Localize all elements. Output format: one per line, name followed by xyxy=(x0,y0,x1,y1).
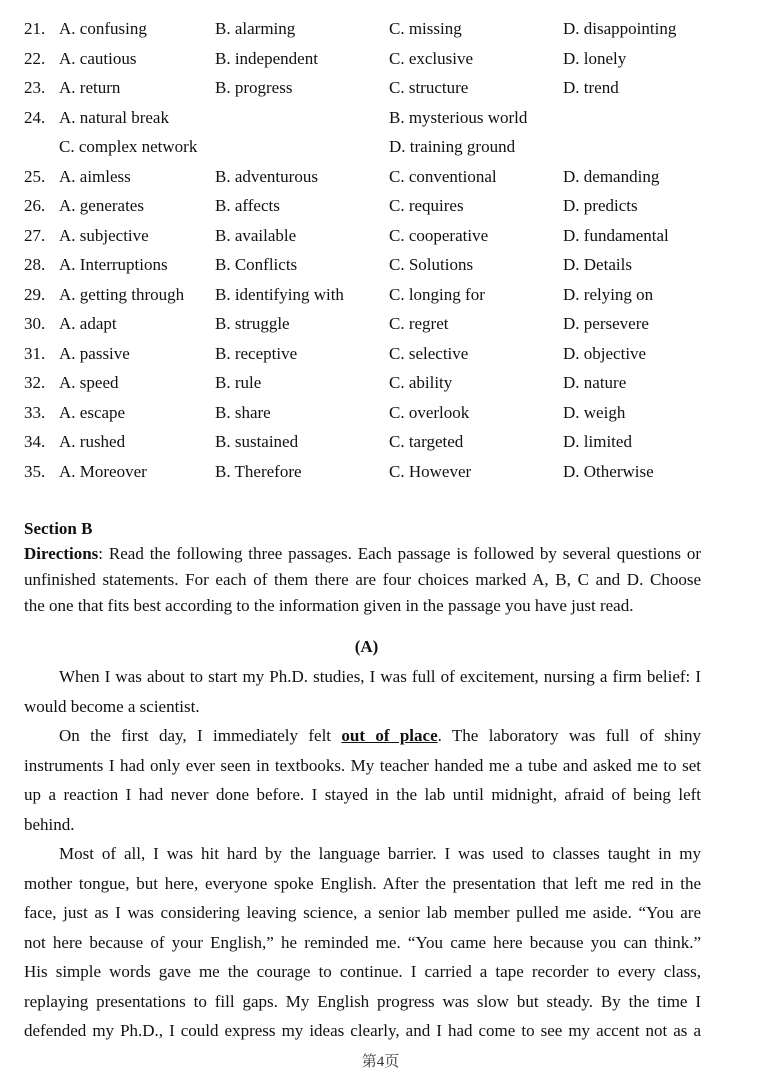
option-b: B. available xyxy=(215,225,297,245)
question-number: 35. xyxy=(24,461,46,481)
question-number: 25. xyxy=(24,166,46,186)
directions-line xyxy=(24,541,701,567)
option-row xyxy=(0,14,761,44)
option-row xyxy=(0,44,761,74)
option-a: A. subjective xyxy=(59,225,149,245)
option-row xyxy=(0,339,761,369)
option-a: A. speed xyxy=(59,373,119,392)
option-b: B. Conflicts xyxy=(215,255,298,274)
passage-line: would become a scientist. xyxy=(24,696,200,716)
option-row xyxy=(0,162,761,192)
question-number: 23. xyxy=(24,78,46,97)
option-d: D. objective xyxy=(563,343,647,363)
option-c: C. missing xyxy=(389,19,462,38)
option-a: A. Moreover xyxy=(59,461,147,481)
option-c: C. However xyxy=(389,461,472,481)
option-row xyxy=(0,398,761,428)
option-c: C. overlook xyxy=(389,402,470,422)
option-a: A. escape xyxy=(59,402,126,422)
passage-a xyxy=(24,662,701,1046)
option-b: B. alarming xyxy=(215,19,296,38)
directions-line: the one that fits best according to the information given in the passage you have just read. xyxy=(24,596,634,615)
option-d: D. disappointing xyxy=(563,19,677,38)
option-d: D. limited xyxy=(563,432,632,451)
passage-line: replaying presentations to fill gaps. My English progress was slow but steady. By the time I xyxy=(24,991,701,1011)
question-number: 26. xyxy=(24,196,46,215)
option-b: B. receptive xyxy=(215,343,298,363)
option-b: B. adventurous xyxy=(215,166,318,186)
option-d: D. nature xyxy=(563,373,627,392)
option-row xyxy=(0,280,761,310)
option-row xyxy=(0,221,761,251)
directions xyxy=(24,541,701,619)
options-list xyxy=(0,14,761,486)
option-b: B. progress xyxy=(215,78,293,97)
option-c: C. longing for xyxy=(389,284,485,304)
option-c: C. structure xyxy=(389,78,469,97)
option-a: A. confusing xyxy=(59,19,147,38)
passage-line: up a reaction I had never done before. I stayed in the lab until midnight, afraid of being left xyxy=(24,785,701,804)
option-b: B. identifying with xyxy=(215,284,344,304)
option-b: B. independent xyxy=(215,48,318,68)
text: . The laboratory was full of shiny xyxy=(437,726,702,745)
option-d: D. Details xyxy=(563,255,632,274)
option-c: C. conventional xyxy=(389,166,497,186)
option-a: C. complex network xyxy=(59,137,198,156)
option-d: D. fundamental xyxy=(563,225,669,245)
option-row xyxy=(0,457,761,487)
directions-label: Directions xyxy=(24,544,99,563)
option-c: C. ability xyxy=(389,373,453,392)
text: On the first day, I immediately felt xyxy=(59,726,342,745)
option-a: A. natural break xyxy=(59,107,169,127)
option-b: B. sustained xyxy=(215,432,299,451)
question-number: 29. xyxy=(24,284,46,304)
page-number: 第4页 xyxy=(361,1054,400,1070)
passage-line: behind. xyxy=(24,814,75,834)
question-number: 33. xyxy=(24,402,46,422)
option-c: C. requires xyxy=(389,196,464,215)
option-b: B. rule xyxy=(215,373,262,392)
question-number: 30. xyxy=(24,314,46,333)
option-d: D. demanding xyxy=(563,166,660,186)
option-c: D. training ground xyxy=(389,137,516,156)
option-a: A. adapt xyxy=(59,314,117,333)
option-d: D. persevere xyxy=(563,314,649,333)
option-c: C. cooperative xyxy=(389,225,489,245)
option-row xyxy=(0,191,761,221)
section-title: Section B xyxy=(24,519,93,538)
passage-title: (A) xyxy=(354,637,379,656)
passage-line: instruments I had only ever seen in textbooks. My teacher handed me a tube and asked me to set xyxy=(24,755,701,775)
option-a: A. generates xyxy=(59,196,144,215)
option-row xyxy=(0,368,761,398)
option-b: B. Therefore xyxy=(215,461,302,481)
option-row xyxy=(0,73,761,103)
directions-text: : Read the following three passages. Each passage is followed by several questions or xyxy=(98,544,701,563)
passage-line: face, just as I was considering leaving science, a senior lab member pulled me aside. “You are xyxy=(24,903,701,922)
option-row xyxy=(0,250,761,280)
option-a: A. passive xyxy=(59,343,130,363)
option-c: C. targeted xyxy=(389,432,464,451)
option-c: B. mysterious world xyxy=(389,107,528,127)
option-d: D. Otherwise xyxy=(563,461,654,481)
passage-line: defended my Ph.D., I could express my ideas clearly, and I had come to see my accent not as a xyxy=(24,1021,701,1040)
underlined-phrase: out of place xyxy=(341,726,438,745)
directions-line: unfinished statements. For each of them there are four choices marked A, B, C and D. Choose xyxy=(24,570,701,589)
option-row xyxy=(0,309,761,339)
option-b: B. share xyxy=(215,402,271,422)
option-a: A. cautious xyxy=(59,48,137,68)
option-d: D. lonely xyxy=(563,48,627,68)
option-row xyxy=(0,103,761,133)
option-c: C. Solutions xyxy=(389,255,474,274)
question-number: 24. xyxy=(24,107,46,127)
question-number: 28. xyxy=(24,255,46,274)
question-number: 32. xyxy=(24,373,46,392)
option-a: A. aimless xyxy=(59,166,131,186)
passage-line: mother tongue, but here, everyone spoke English. After the presentation that left me red in the xyxy=(24,873,701,893)
passage-line: not here because of your English,” he reminded me. “You came here because you can think.” xyxy=(24,932,701,952)
option-b: B. struggle xyxy=(215,314,290,333)
option-c: C. exclusive xyxy=(389,48,474,68)
option-a: A. return xyxy=(59,78,121,97)
passage-line: His simple words gave me the courage to continue. I carried a tape recorder to every class, xyxy=(24,962,701,981)
option-c: C. selective xyxy=(389,343,469,363)
question-number: 27. xyxy=(24,225,46,245)
option-row xyxy=(0,132,761,162)
option-d: D. trend xyxy=(563,78,619,97)
option-d: D. weigh xyxy=(563,402,626,422)
question-number: 31. xyxy=(24,343,46,363)
passage-line: Most of all, I was hit hard by the language barrier. I was used to classes taught in my xyxy=(59,844,701,863)
option-a: A. rushed xyxy=(59,432,126,451)
option-c: C. regret xyxy=(389,314,449,333)
question-number: 21. xyxy=(24,19,46,38)
option-b: B. affects xyxy=(215,196,280,215)
question-number: 34. xyxy=(24,432,46,451)
option-row xyxy=(0,427,761,457)
option-a: A. Interruptions xyxy=(59,255,168,274)
question-number: 22. xyxy=(24,48,46,68)
option-d: D. predicts xyxy=(563,196,638,215)
passage-line xyxy=(24,721,701,751)
passage-line: When I was about to start my Ph.D. studies, I was full of excitement, nursing a firm belief: I xyxy=(59,667,701,686)
option-d: D. relying on xyxy=(563,284,654,304)
option-a: A. getting through xyxy=(59,284,185,304)
